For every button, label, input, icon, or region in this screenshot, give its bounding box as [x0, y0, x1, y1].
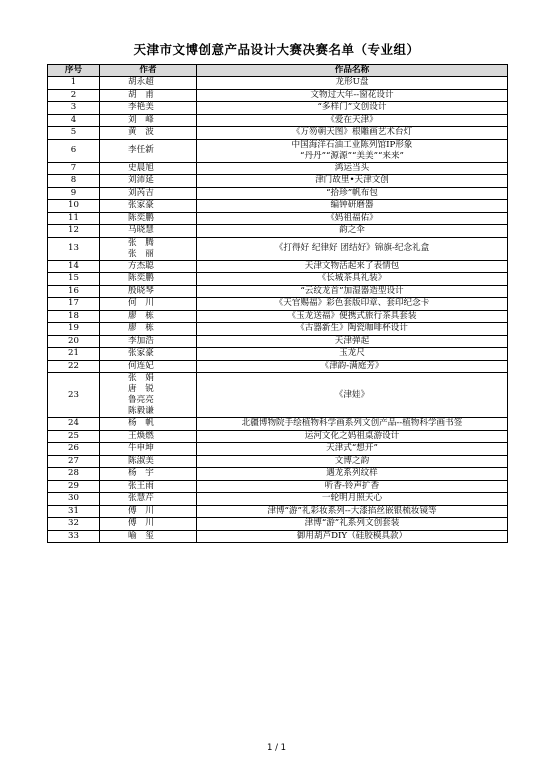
work-title-cell	[197, 468, 508, 481]
author-cell	[100, 200, 197, 213]
table-row	[48, 260, 508, 273]
table-row	[48, 298, 508, 311]
author-cell	[100, 212, 197, 225]
work-title-cell	[197, 260, 508, 273]
work-title-line: 津博“游”礼彩妆系列--大漆掐丝嵌银梳妆镜等	[267, 505, 437, 516]
work-title-line: 御用葫芦DIY（硅胶模具款）	[296, 530, 408, 541]
author-name: 陈奕鹏	[128, 212, 154, 223]
work-title-line: “丹丹”“源源”“美美”“来来”	[300, 150, 404, 161]
row-number: 29	[48, 480, 100, 493]
row-number: 15	[48, 273, 100, 286]
row-number: 8	[48, 175, 100, 188]
author-name: 马晓慧	[128, 225, 154, 236]
row-number: 2	[48, 89, 100, 102]
row-number: 25	[48, 430, 100, 443]
row-number: 27	[48, 455, 100, 468]
author-cell	[100, 430, 197, 443]
table-row	[48, 237, 508, 260]
page-number: 1 / 1	[266, 743, 287, 753]
author-cell	[100, 225, 197, 238]
table-row	[48, 468, 508, 481]
work-title-line: 《长城茶具礼装》	[317, 273, 387, 284]
row-number: 30	[48, 493, 100, 506]
table-row	[48, 530, 508, 543]
work-title-cell	[197, 530, 508, 543]
author-name: 何 川	[128, 298, 154, 309]
row-number: 1	[48, 77, 100, 90]
table-row	[48, 200, 508, 213]
table-row	[48, 323, 508, 336]
work-title-line: 《津娃》	[334, 389, 370, 400]
work-title-cell	[197, 493, 508, 506]
row-number: 12	[48, 225, 100, 238]
row-number: 7	[48, 162, 100, 175]
author-name: 张 丽	[128, 248, 154, 259]
author-cell	[100, 77, 197, 90]
author-name: 张 娟	[128, 373, 154, 383]
work-title-cell	[197, 480, 508, 493]
author-name: 胡 甫	[128, 89, 154, 100]
author-cell	[100, 418, 197, 431]
author-cell	[100, 335, 197, 348]
work-title-line: 文物过大年--窗花设计	[310, 89, 394, 100]
work-title-line: 一轮明月照天心	[321, 493, 383, 504]
author-name: 张 腾	[128, 237, 154, 248]
work-title-line: 《妈祖福佑》	[326, 212, 378, 223]
work-title-line: “拾珍”帆布包	[326, 187, 378, 198]
work-title-cell	[197, 455, 508, 468]
table-row	[48, 505, 508, 518]
author-name: 黄 波	[128, 127, 154, 138]
author-cell	[100, 139, 197, 162]
author-name: 张家豪	[128, 348, 154, 359]
work-title-line: 《打得好 纪律好 团结好》锦旗-纪念礼盒	[274, 243, 430, 253]
work-title-cell	[197, 348, 508, 361]
author-name: 何连妃	[128, 360, 154, 371]
table-row	[48, 455, 508, 468]
table-row	[48, 139, 508, 162]
work-title-line: 《万笏朝天图》根雕画艺术台灯	[291, 127, 413, 138]
row-number: 5	[48, 127, 100, 140]
author-name: 杨 帆	[128, 418, 154, 429]
author-cell	[100, 505, 197, 518]
column-header-number: 序号	[48, 65, 100, 77]
row-number: 28	[48, 468, 100, 481]
table-row	[48, 348, 508, 361]
author-name: 殷晓琴	[128, 285, 154, 296]
work-title-cell	[197, 285, 508, 298]
table-row	[48, 360, 508, 373]
row-number: 19	[48, 323, 100, 336]
work-title-line: 听香-铃声扩香	[324, 480, 380, 491]
row-number: 10	[48, 200, 100, 213]
table-row	[48, 212, 508, 225]
author-name: 陈淑美	[128, 455, 154, 466]
table-row	[48, 89, 508, 102]
row-number: 24	[48, 418, 100, 431]
work-title-cell	[197, 102, 508, 115]
row-number: 21	[48, 348, 100, 361]
work-title-line: 天津弹起	[334, 335, 370, 346]
work-title-line: 龙形U盘	[335, 77, 369, 88]
row-number: 4	[48, 114, 100, 127]
author-name: 杨 宇	[128, 468, 154, 479]
author-name: 王焕燃	[128, 430, 154, 441]
work-title-cell	[197, 200, 508, 213]
author-name: 陈奕鹏	[128, 273, 154, 284]
table-row	[48, 162, 508, 175]
work-title-cell	[197, 443, 508, 456]
author-name: 张王雨	[128, 480, 154, 491]
author-cell	[100, 530, 197, 543]
work-title-line: 北疆博物院手绘植物科学画系列文创产品--植物科学画书签	[241, 418, 463, 429]
row-number: 26	[48, 443, 100, 456]
row-number: 22	[48, 360, 100, 373]
table-row	[48, 77, 508, 90]
table-row	[48, 285, 508, 298]
work-title-line: 津博“游”礼系列文创套装	[304, 518, 400, 529]
author-cell	[100, 360, 197, 373]
work-title-line: 《津韵-满庭芳》	[320, 360, 384, 371]
author-cell	[100, 443, 197, 456]
author-cell	[100, 518, 197, 531]
work-title-cell	[197, 212, 508, 225]
author-name: 刘芮吉	[128, 187, 154, 198]
author-name: 李艳美	[128, 102, 154, 113]
row-number: 13	[48, 237, 100, 260]
column-header-work: 作品名称	[197, 65, 508, 77]
work-title-cell	[197, 360, 508, 373]
work-title-line: 遇龙系列纹样	[326, 468, 378, 479]
row-number: 16	[48, 285, 100, 298]
work-title-cell	[197, 323, 508, 336]
work-title-cell	[197, 237, 508, 260]
table-row	[48, 443, 508, 456]
row-number: 31	[48, 505, 100, 518]
author-name: 史晨旭	[128, 162, 154, 173]
row-number: 3	[48, 102, 100, 115]
author-cell	[100, 348, 197, 361]
work-title-cell	[197, 418, 508, 431]
work-title-line: 《爱在天津》	[326, 114, 378, 125]
author-name: 李任新	[128, 145, 154, 155]
finalist-table	[47, 64, 508, 543]
table-row	[48, 480, 508, 493]
author-cell	[100, 468, 197, 481]
author-cell	[100, 114, 197, 127]
work-title-cell	[197, 225, 508, 238]
author-name: 唐 锐	[128, 384, 154, 394]
work-title-cell	[197, 518, 508, 531]
work-title-line: 中国海洋石油工业陈列馆IP形象	[291, 139, 413, 150]
work-title-cell	[197, 187, 508, 200]
table-row	[48, 127, 508, 140]
work-title-cell	[197, 89, 508, 102]
author-name: 刘 峰	[128, 114, 154, 125]
work-title-line: 玉龙尺	[339, 348, 365, 359]
row-number: 17	[48, 298, 100, 311]
work-title-line: 天津文物活起来了表情包	[304, 260, 400, 271]
author-name: 牛申坤	[128, 443, 154, 454]
table-row	[48, 225, 508, 238]
table-row	[48, 335, 508, 348]
author-cell	[100, 323, 197, 336]
table-row	[48, 310, 508, 323]
work-title-line: 编钟研磨器	[330, 200, 374, 211]
author-name: 鲁亮亮	[128, 395, 154, 405]
work-title-cell	[197, 298, 508, 311]
row-number: 11	[48, 212, 100, 225]
work-title-cell	[197, 430, 508, 443]
work-title-line: 《玉龙送福》便携式旅行茶具套装	[287, 310, 417, 321]
row-number: 6	[48, 139, 100, 162]
author-name: 胡永超	[128, 77, 154, 88]
author-cell	[100, 455, 197, 468]
work-title-line: 鸿运当头	[334, 162, 370, 173]
author-name: 张慧芹	[128, 493, 154, 504]
author-cell	[100, 493, 197, 506]
table-row	[48, 418, 508, 431]
work-title-line: “云纹龙首”加湿器造型设计	[300, 285, 404, 296]
author-name: 傅 川	[128, 518, 154, 529]
table-row	[48, 518, 508, 531]
work-title-cell	[197, 175, 508, 188]
author-cell	[100, 480, 197, 493]
author-cell	[100, 162, 197, 175]
table-body	[48, 77, 508, 543]
document-title: 天津市文博创意产品设计大赛决赛名单（专业组）	[133, 42, 420, 57]
work-title-cell	[197, 373, 508, 418]
author-cell	[100, 373, 197, 418]
table-row	[48, 273, 508, 286]
author-name: 廖 栋	[128, 323, 154, 334]
work-title-line: 津门故里•天津文创	[315, 175, 389, 186]
row-number: 14	[48, 260, 100, 273]
work-title-line: 《天官赐福》彩色套版印章、套印纪念卡	[274, 298, 430, 309]
author-cell	[100, 187, 197, 200]
work-title-cell	[197, 127, 508, 140]
author-name: 李加浩	[128, 335, 154, 346]
author-cell	[100, 310, 197, 323]
table-row	[48, 430, 508, 443]
table-row	[48, 493, 508, 506]
work-title-line: 天津式“想开”	[326, 443, 378, 454]
table-row	[48, 175, 508, 188]
row-number: 32	[48, 518, 100, 531]
row-number: 9	[48, 187, 100, 200]
table-row	[48, 114, 508, 127]
author-cell	[100, 237, 197, 260]
work-title-cell	[197, 139, 508, 162]
work-title-line: 文博之韵	[334, 455, 370, 466]
table-header-row	[48, 65, 508, 77]
author-cell	[100, 175, 197, 188]
work-title-cell	[197, 505, 508, 518]
author-cell	[100, 273, 197, 286]
work-title-line: 运河文化之妈祖桌游设计	[304, 430, 400, 441]
work-title-cell	[197, 335, 508, 348]
work-title-cell	[197, 77, 508, 90]
author-cell	[100, 260, 197, 273]
work-title-line: 《古器新生》陶瓷咖啡杯设计	[296, 323, 408, 334]
column-header-author: 作者	[100, 65, 197, 77]
author-name: 廖 栋	[128, 310, 154, 321]
author-cell	[100, 298, 197, 311]
table-row	[48, 373, 508, 418]
row-number: 18	[48, 310, 100, 323]
work-title-line: “多样门”文创设计	[317, 102, 387, 113]
author-cell	[100, 127, 197, 140]
table-row	[48, 102, 508, 115]
work-title-cell	[197, 310, 508, 323]
row-number: 23	[48, 373, 100, 418]
author-name: 陈毅谦	[128, 406, 154, 416]
row-number: 33	[48, 530, 100, 543]
work-title-line: 韵之伞	[339, 225, 365, 236]
author-cell	[100, 285, 197, 298]
author-name: 刘沛延	[128, 175, 154, 186]
work-title-cell	[197, 273, 508, 286]
author-name: 傅 川	[128, 505, 154, 516]
author-cell	[100, 102, 197, 115]
author-name: 张家豪	[128, 200, 154, 211]
author-name: 喻 玺	[128, 530, 154, 541]
author-cell	[100, 89, 197, 102]
work-title-cell	[197, 162, 508, 175]
table-row	[48, 187, 508, 200]
row-number: 20	[48, 335, 100, 348]
author-name: 方杰聪	[128, 260, 154, 271]
work-title-cell	[197, 114, 508, 127]
